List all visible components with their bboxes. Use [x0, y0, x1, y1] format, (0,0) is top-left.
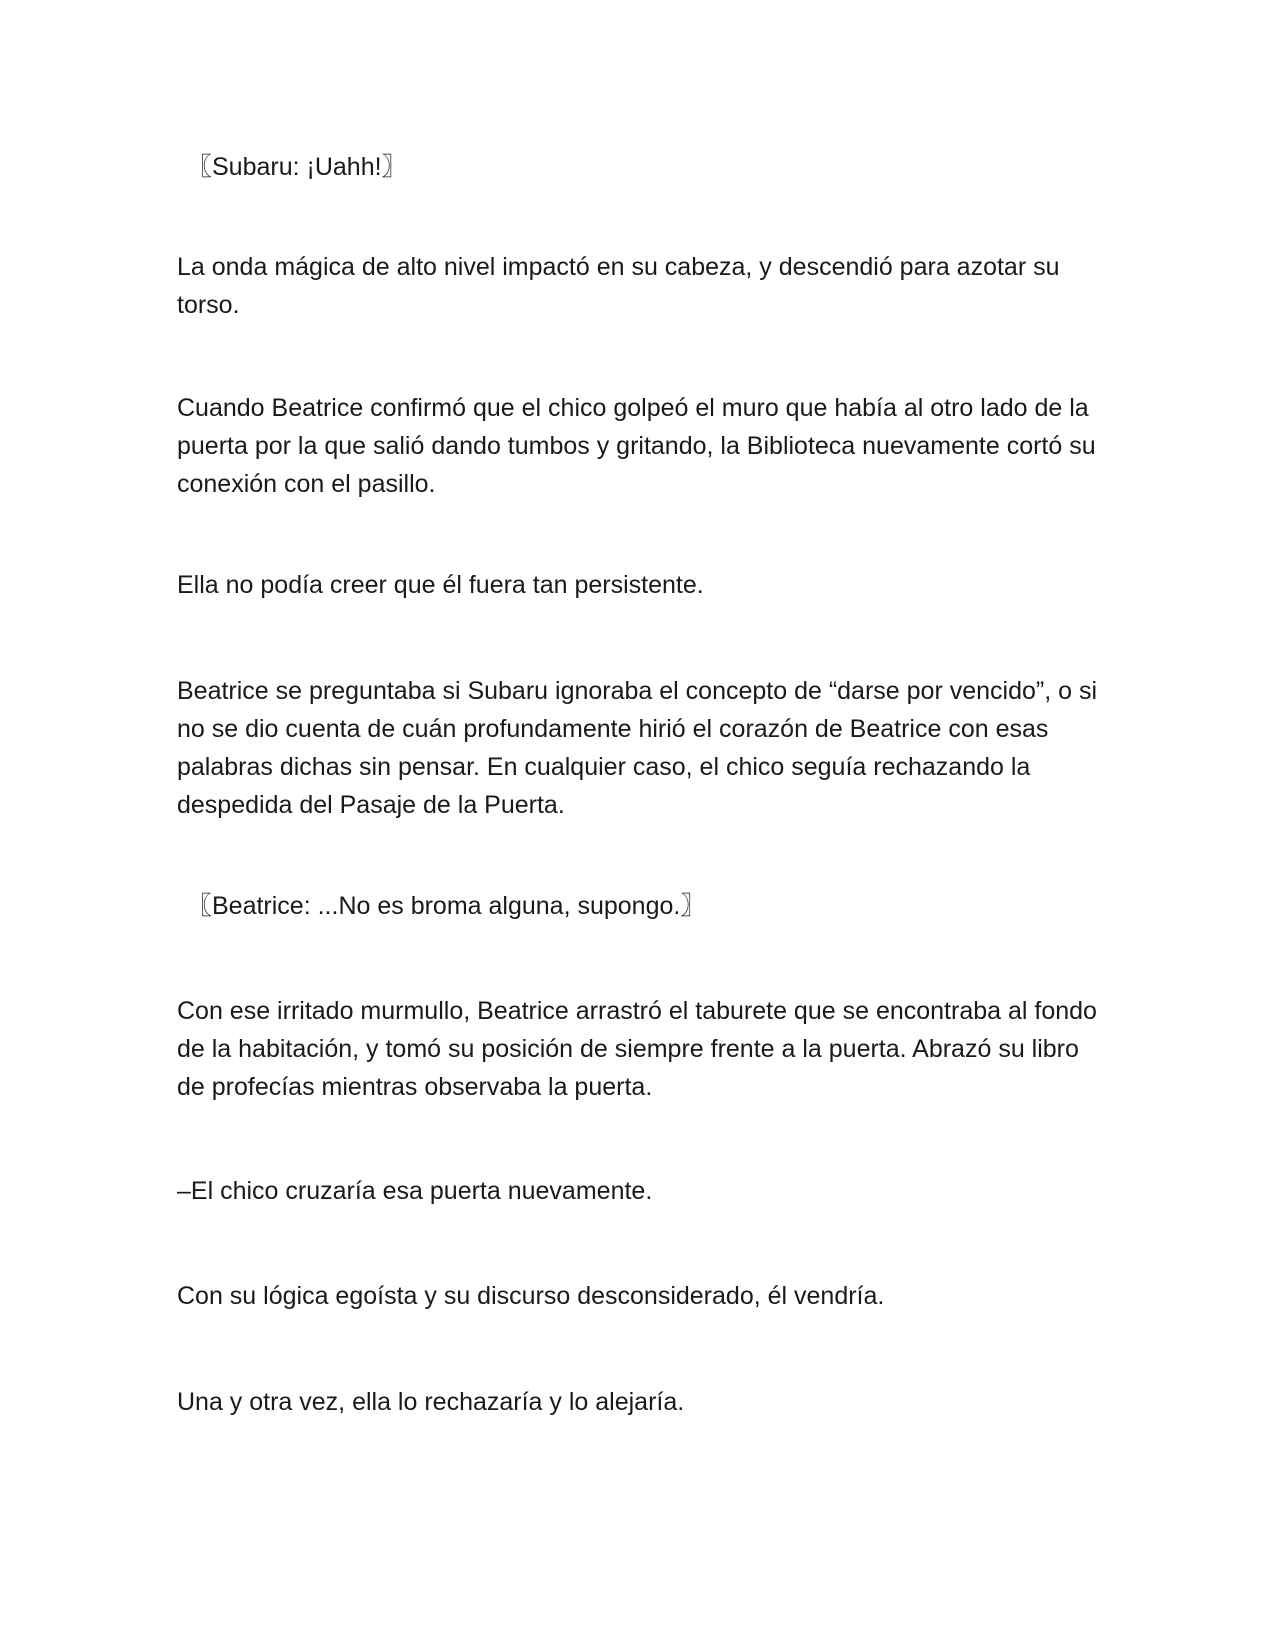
dialogue-beatrice: 〖Beatrice: ...No es broma alguna, supongo.〗 — [187, 892, 706, 920]
paragraph-3: Ella no podía creer que él fuera tan persistente. — [177, 571, 704, 599]
paragraph-6: Con ese irritado murmullo, Beatrice arrastró el taburete que se encontraba al fondo de la habitación, y tomó su posición de siempre frente a la puerta. Abrazó su libro de profecías mientras observaba la puerta. — [177, 997, 1097, 1101]
paragraph-1: La onda mágica de alto nivel impactó en su cabeza, y descendió para azotar su torso. — [177, 253, 1060, 319]
paragraph-9: Una y otra vez, ella lo rechazaría y lo alejaría. — [177, 1388, 685, 1416]
paragraph-7: –El chico cruzaría esa puerta nuevamente. — [177, 1177, 653, 1205]
dialogue-subaru: 〖Subaru: ¡Uahh!〗 — [187, 153, 407, 181]
paragraph-8: Con su lógica egoísta y su discurso desconsiderado, él vendría. — [177, 1282, 885, 1310]
paragraph-4: Beatrice se preguntaba si Subaru ignoraba el concepto de “darse por vencido”, o si no se dio cuenta de cuán profundamente hirió el corazón de Beatrice con esas palabras dichas sin pensar. En cualquier caso, el chico seguía rechazando la despedida del Pasaje de la Puerta. — [177, 677, 1098, 819]
paragraph-2: Cuando Beatrice confirmó que el chico golpeó el muro que había al otro lado de la puerta por la que salió dando tumbos y gritando, la Biblioteca nuevamente cortó su conexión con el pasillo. — [177, 394, 1096, 498]
